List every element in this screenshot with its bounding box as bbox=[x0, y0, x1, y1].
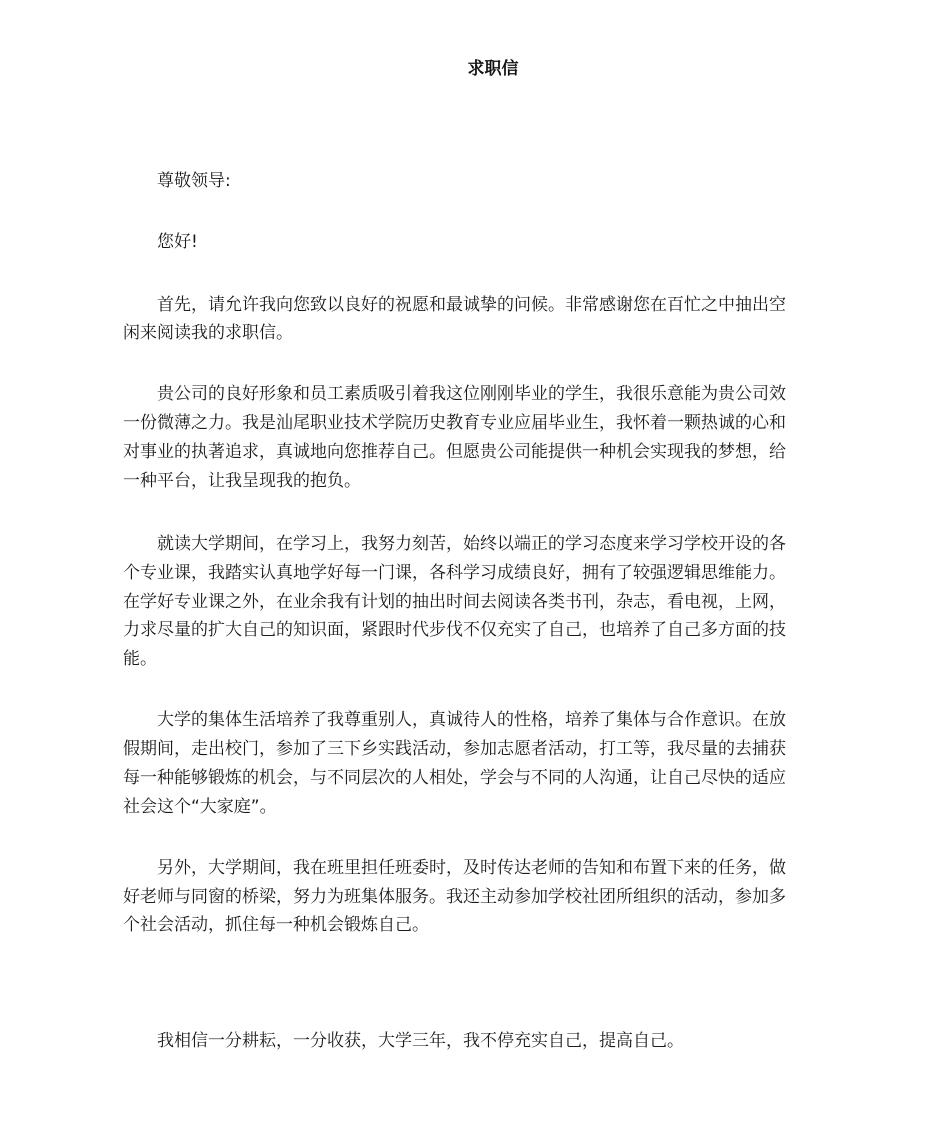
paragraph-2-line-2: 一份微薄之力。我是汕尾职业技术学院历史教育专业应届毕业生，我怀着一颗热诚的心和 bbox=[123, 413, 786, 433]
paragraph-5-line-3: 个社会活动，抓住每一种机会锻炼自己。 bbox=[123, 915, 429, 935]
paragraph-4-line-2: 假期间，走出校门，参加了三下乡实践活动，参加志愿者活动，打工等，我尽量的去捕获 bbox=[123, 739, 786, 759]
paragraph-2-line-3: 对事业的执著追求，真诚地向您推荐自己。但愿贵公司能提供一种机会实现我的梦想，给 bbox=[123, 442, 786, 462]
paragraph-3-line-1: 就读大学期间，在学习上，我努力刻苦，始终以端正的学习态度来学习学校开设的各 bbox=[157, 534, 786, 554]
paragraph-3-line-2: 个专业课，我踏实认真地学好每一门课，各科学习成绩良好，拥有了较强逻辑思维能力。 bbox=[123, 563, 786, 583]
paragraph-3-line-4: 力求尽量的扩大自己的知识面，紧跟时代步伐不仅充实了自己，也培养了自己多方面的技 bbox=[123, 620, 786, 640]
paragraph-2-line-1: 贵公司的良好形象和员工素质吸引着我这位刚刚毕业的学生，我很乐意能为贵公司效 bbox=[157, 384, 786, 404]
letter-title: 求职信 bbox=[467, 59, 519, 79]
paragraph-3-line-3: 在学好专业课之外，在业余我有计划的抽出时间去阅读各类书刊，杂志，看电视，上网， bbox=[123, 592, 786, 612]
paragraph-1-line-1: 首先，请允许我向您致以良好的祝愿和最诚挚的问候。非常感谢您在百忙之中抽出空 bbox=[157, 295, 786, 315]
paragraph-4-line-1: 大学的集体生活培养了我尊重别人，真诚待人的性格，培养了集体与合作意识。在放 bbox=[157, 710, 786, 730]
paragraph-3-line-5: 能。 bbox=[123, 649, 157, 669]
greeting: 您好! bbox=[157, 232, 198, 252]
paragraph-4-line-4: 社会这个“大家庭”。 bbox=[123, 797, 277, 817]
paragraph-6-line-1: 我相信一分耕耘，一分收获，大学三年，我不停充实自己，提高自己。 bbox=[157, 1031, 684, 1051]
paragraph-1-line-2: 闲来阅读我的求职信。 bbox=[123, 323, 293, 343]
paragraph-4-line-3: 每一种能够锻炼的机会，与不同层次的人相处，学会与不同的人沟通，让自己尽快的适应 bbox=[123, 768, 786, 788]
paragraph-5-line-2: 好老师与同窗的桥梁，努力为班集体服务。我还主动参加学校社团所组织的活动，参加多 bbox=[123, 887, 786, 907]
paragraph-2-line-4: 一种平台，让我呈现我的抱负。 bbox=[123, 471, 361, 491]
paragraph-5-line-1: 另外，大学期间，我在班里担任班委时，及时传达老师的告知和布置下来的任务，做 bbox=[157, 858, 786, 878]
salutation: 尊敬领导: bbox=[157, 171, 231, 191]
